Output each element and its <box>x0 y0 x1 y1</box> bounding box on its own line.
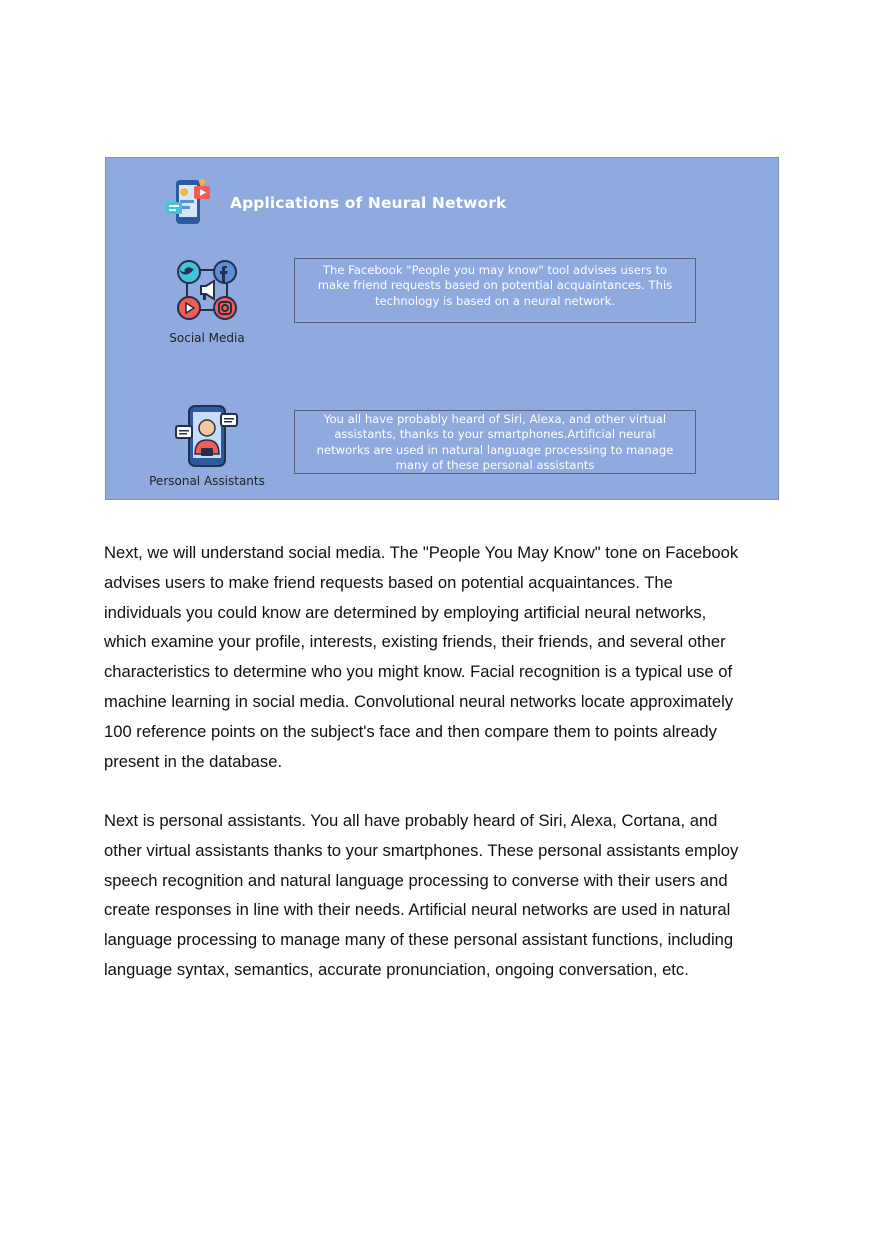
social-media-icon <box>175 258 239 322</box>
paragraph-social-media: Next, we will understand social media. The "People You May Know" tone on Facebook advises users to make friend requests based on potential acquaintances. The individuals you could know are determined by employing artificial neural networks, which examine your profile, interests, existing friends, their friends, and several other characteristics to determine who you might know. Facial recognition is a typical use of machine learning in social media. Convolutional neural networks locate approximately 100 reference points on the subject's face and then compare them to points already present in the database. <box>104 543 739 771</box>
personal-assistant-icon <box>175 404 239 468</box>
slide-title: Applications of Neural Network <box>230 194 507 212</box>
personal-assistants-description: You all have probably heard of Siri, Alexa, and other virtual assistants, thanks to your smartphones.Artificial neural networks are used in natural language processing to manage many of these personal assistants <box>294 410 696 474</box>
paragraph-personal-assistants: Next is personal assistants. You all have probably heard of Siri, Alexa, Cortana, and other virtual assistants thanks to your smartphones. These personal assistants employ speech recognition and natural language processing to converse with their users and create responses in line with their needs. Artificial neural networks are used in natural language processing to manage many of these personal assistant functions, including language syntax, semantics, accurate pronunciation, ongoing conversation, etc. <box>104 811 739 979</box>
slide-image <box>105 157 779 500</box>
personal-assistants-label: Personal Assistants <box>149 474 265 488</box>
social-media-description: The Facebook "People you may know" tool advises users to make friend requests based on potential acquaintances. This technology is based on a neural network. <box>294 258 696 323</box>
social-media-label: Social Media <box>169 331 245 345</box>
mobile-apps-icon <box>162 176 218 230</box>
